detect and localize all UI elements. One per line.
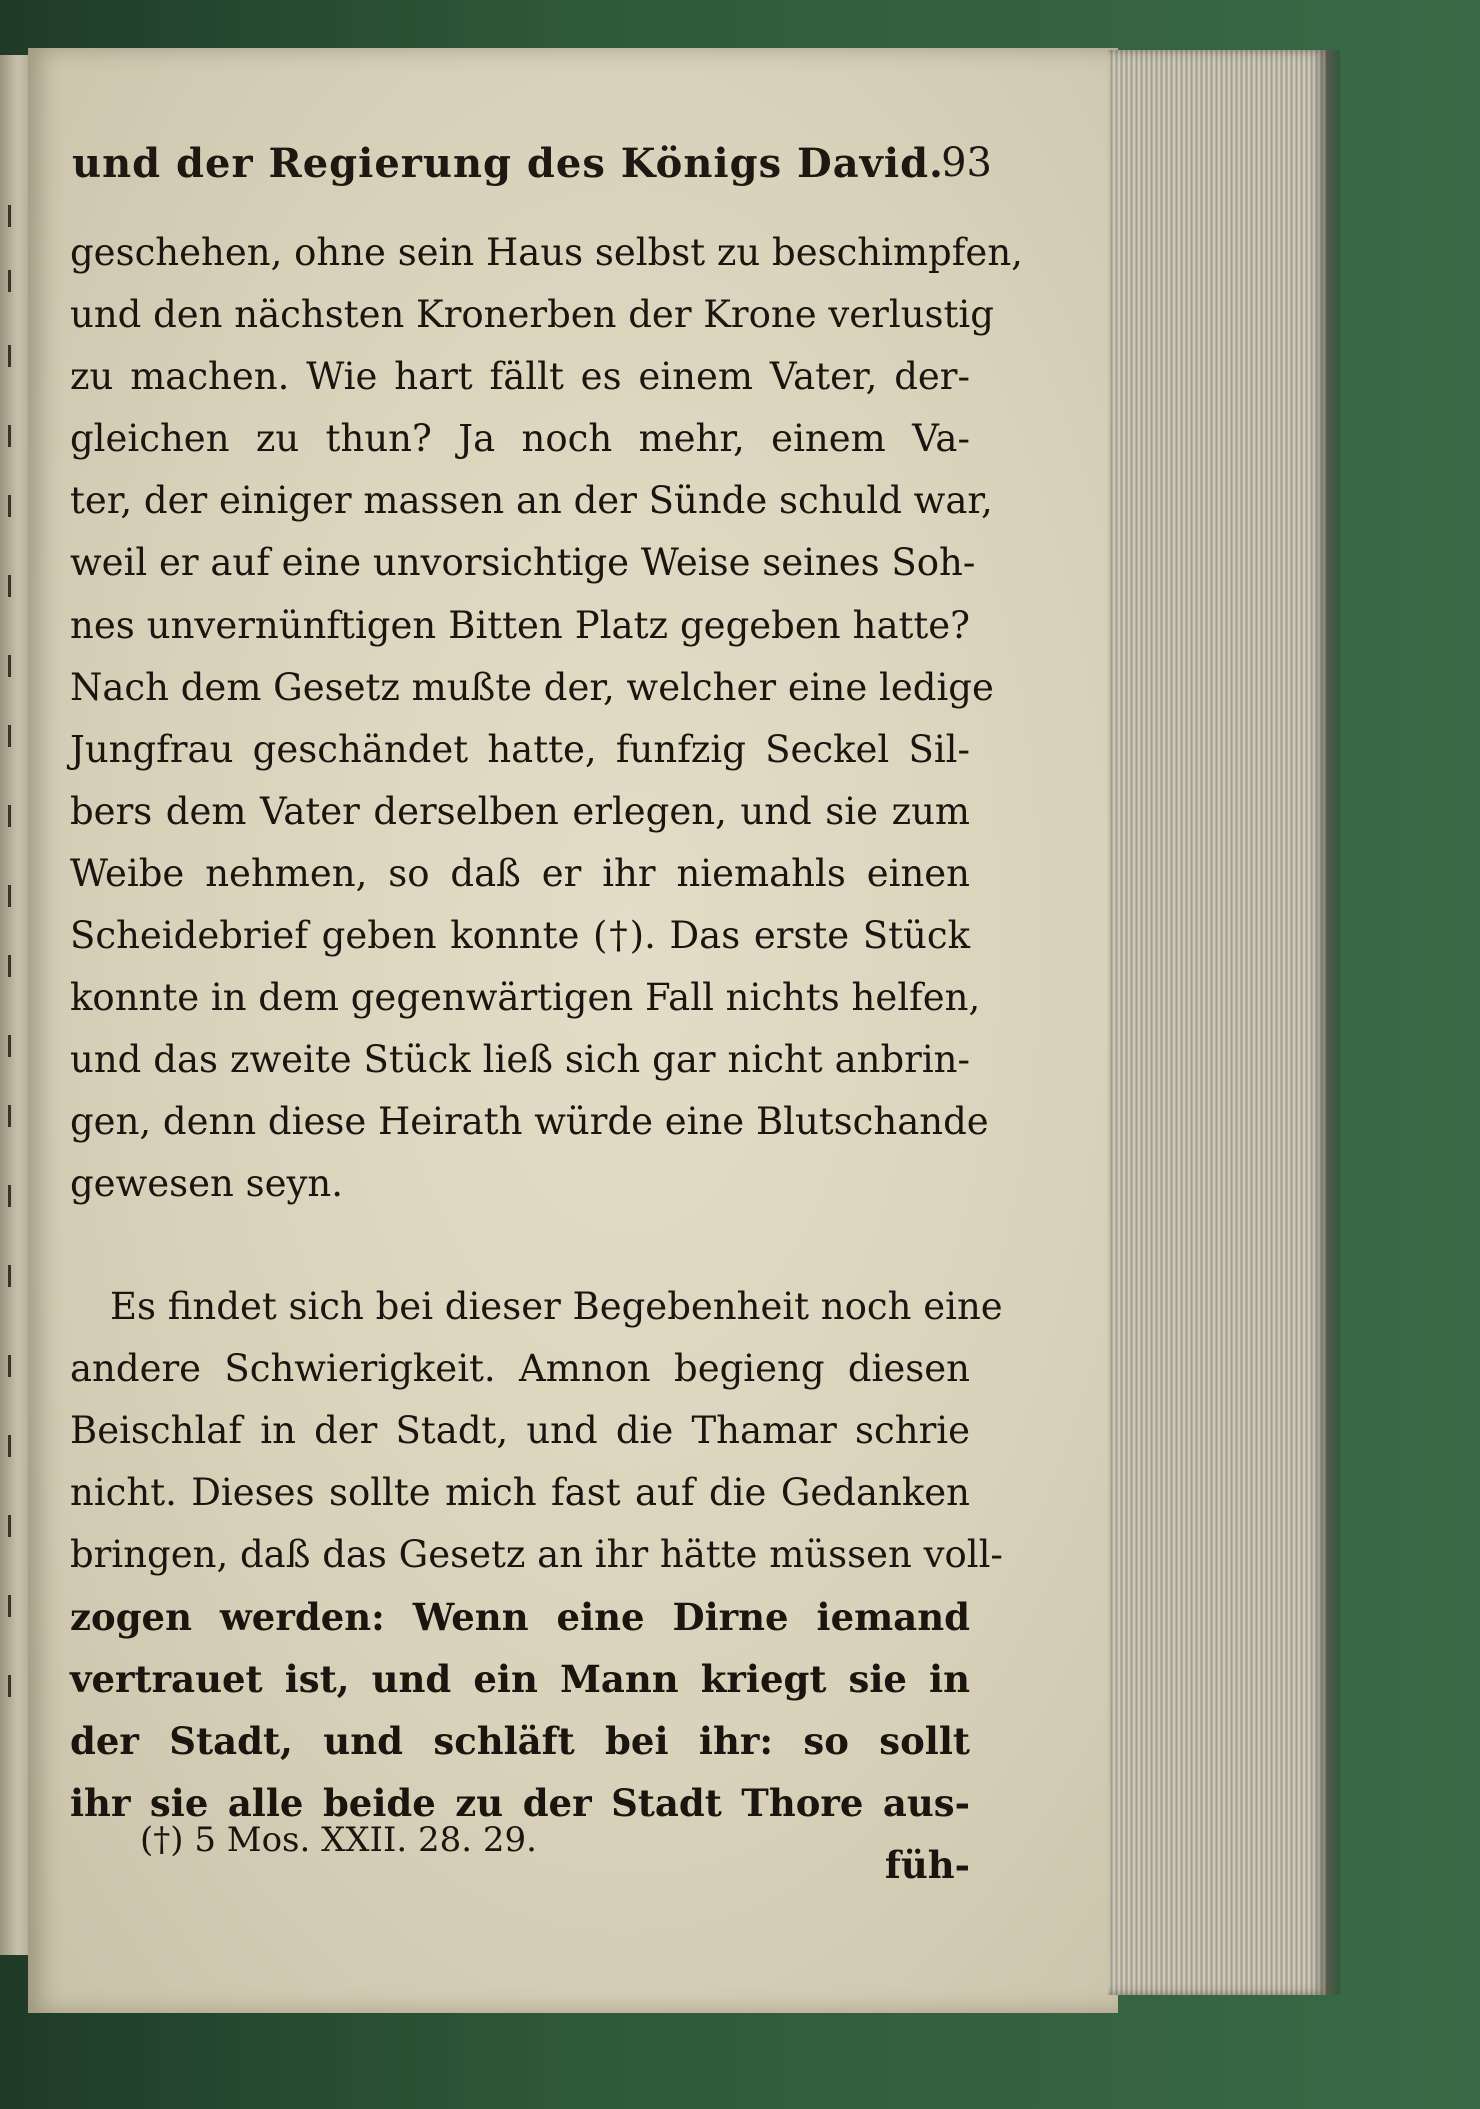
text-line: gleichen zu thun? Ja noch mehr, einem Va- [70, 417, 970, 461]
facing-page-text-fragments [2, 55, 28, 1955]
catchword: füh- [884, 1843, 970, 1888]
text-line: und den nächsten Kronerben der Krone verlustig [70, 293, 994, 337]
book-edge-shadow [1326, 50, 1340, 1995]
paragraph-gap [70, 1216, 970, 1276]
text-line: Beischlaf in der Stadt, und die Thamar schrie [70, 1408, 970, 1452]
text-line: Nach dem Gesetz mußte der, welcher eine ledige [70, 665, 994, 709]
text-line: ihr sie alle beide zu der Stadt Thore aus- [70, 1781, 970, 1826]
facing-page-edge [0, 55, 30, 1955]
text-line: bringen, daß das Gesetz an ihr hätte müssen voll- [70, 1532, 1003, 1576]
text-line: Jungfrau geschändet hatte, funfzig Seckel Sil- [70, 727, 970, 771]
text-line: gen, denn diese Heirath würde eine Blutschande [70, 1100, 989, 1144]
text-line: und das zweite Stück ließ sich gar nicht anbrin- [70, 1038, 970, 1082]
page-block-edges [1108, 50, 1326, 1995]
text-line: Scheidebrief geben konnte (†). Das erste Stück [70, 914, 970, 958]
text-line: konnte in dem gegenwärtigen Fall nichts helfen, [70, 976, 981, 1020]
text-line: gewesen seyn. [70, 1162, 344, 1206]
footnote: (†) 5 Mos. XXII. 28. 29. [140, 1820, 537, 1860]
text-line: Es findet sich bei dieser Begebenheit noch eine [110, 1284, 1003, 1328]
text-line: ter, der einiger massen an der Sünde schuld war, [70, 479, 993, 523]
text-line: der Stadt, und schläft bei ihr: so sollt [70, 1719, 970, 1764]
text-line: bers dem Vater derselben erlegen, und sie zum [70, 789, 970, 833]
text-line: zogen werden: Wenn eine Dirne iemand [70, 1594, 970, 1639]
running-header [72, 140, 992, 200]
text-line: Weibe nehmen, so daß er ihr niemahls einen [70, 851, 970, 895]
text-line: weil er auf eine unvorsichtige Weise seines Soh- [70, 541, 976, 585]
text-line: vertrauet ist, und ein Mann kriegt sie in [70, 1657, 970, 1702]
text-line: nicht. Dieses sollte mich fast auf die Gedanken [70, 1470, 970, 1514]
page-number: 93 [941, 140, 992, 186]
paragraph-1 [70, 222, 1023, 1216]
main-text [70, 222, 1023, 1896]
paragraph-2 [70, 1276, 1003, 1897]
text-line: zu machen. Wie hart fällt es einem Vater, der- [70, 355, 970, 399]
running-title: und der Regierung des Königs David. [72, 140, 944, 187]
text-line: nes unvernünftigen Bitten Platz gegeben hatte? [70, 603, 970, 647]
text-line: geschehen, ohne sein Haus selbst zu beschimpfen, [70, 231, 1023, 274]
text-line: andere Schwierigkeit. Amnon begieng diesen [70, 1346, 970, 1390]
